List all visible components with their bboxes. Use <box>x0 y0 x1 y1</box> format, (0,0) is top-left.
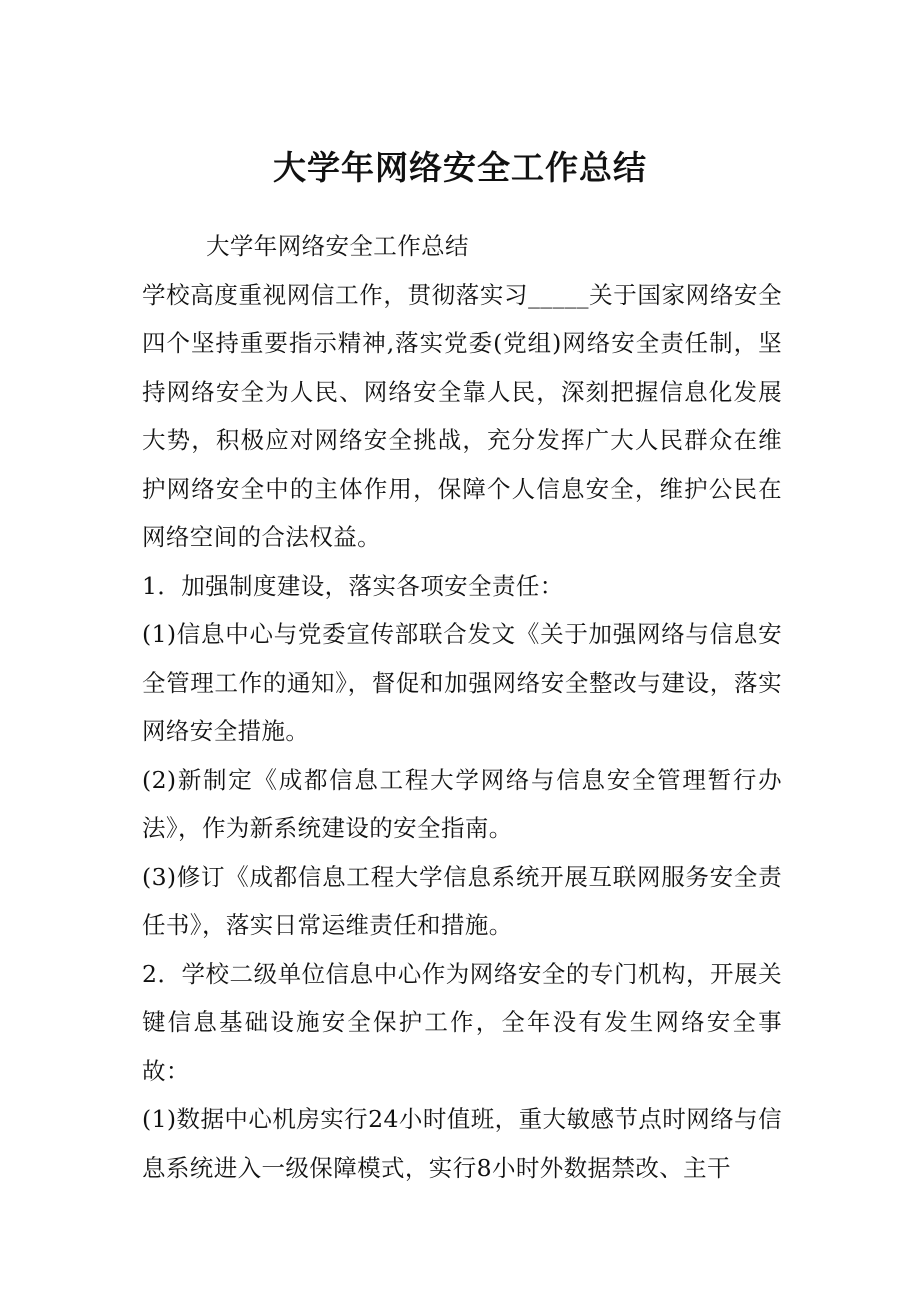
paragraph-item-2-1: (1)数据中心机房实行24小时值班，重大敏感节点时网络与信息系统进入一级保障模式，实行8小时外数据禁改、主干 <box>142 1105 782 1182</box>
document-subtitle: 大学年网络安全工作总结 <box>206 232 469 260</box>
paragraph-item-1-2: (2)新制定《成都信息工程大学网络与信息安全管理暂行办法》，作为新系统建设的安全指南。 <box>142 765 782 842</box>
document-body <box>142 222 782 1192</box>
paragraph-item-1-1: (1)信息中心与党委宣传部联合发文《关于加强网络与信息安全管理工作的通知》，督促和加强网络安全整改与建设，落实网络安全措施。 <box>142 620 782 745</box>
paragraph-intro: 学校高度重视网信工作，贯彻落实习_____关于国家网络安全四个坚持重要指示精神,落实党委(党组)网络安全责任制，坚持网络安全为人民、网络安全靠人民，深刻把握信息化发展大势，积极应对网络安全挑战，充分发挥广大人民群众在维护网络安全中的主体作用，保障个人信息安全，维护公民在网络空间的合法权益。 <box>142 280 782 551</box>
paragraph-item-1-3: (3)修订《成都信息工程大学信息系统开展互联网服务安全责任书》，落实日常运维责任和措施。 <box>142 862 782 939</box>
document-title: 大学年网络安全工作总结 <box>273 148 647 187</box>
paragraph-section-2-heading: 2．学校二级单位信息中心作为网络安全的专门机构，开展关键信息基础设施安全保护工作，全年没有发生网络安全事故： <box>142 959 782 1085</box>
paragraph-section-1-heading: 1．加强制度建设，落实各项安全责任： <box>142 571 564 600</box>
